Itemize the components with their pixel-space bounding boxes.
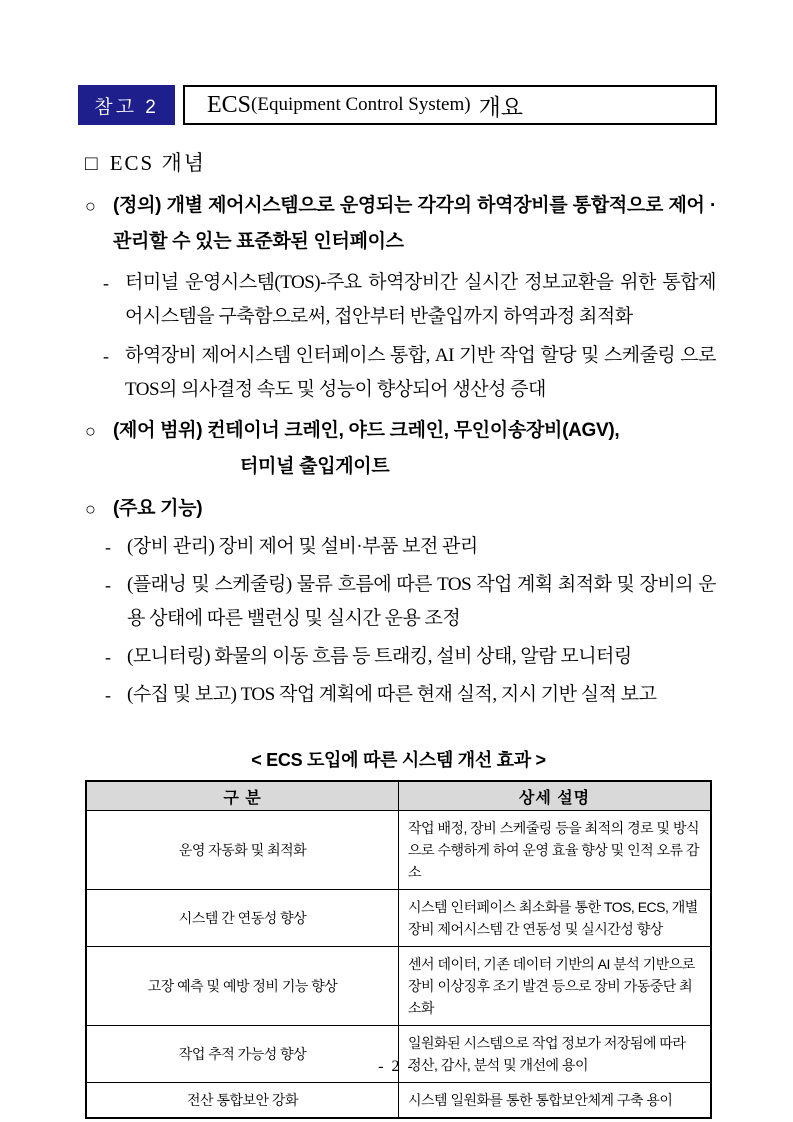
table-row	[86, 1083, 711, 1119]
row-category: 전산 통합보안 강화	[86, 1083, 399, 1119]
bullet-main-functions	[85, 491, 716, 527]
function-item-monitoring-text: (모니터링) 화물의 이동 흐름 등 트래킹, 설비 상태, 알람 모니터링	[127, 646, 632, 667]
title-box	[183, 85, 717, 125]
square-bullet-icon: □	[85, 151, 100, 175]
dash-bullet-icon: -	[105, 647, 111, 667]
dash-bullet-icon: -	[105, 575, 111, 595]
bullet-definition-sub-1-text: 터미널 운영시스템(TOS)-주요 하역장비간 실시간 정보교환을 위한 통합제어시스템을 구축함으로써, 접안부터 반출입까지 하역과정 최적화	[125, 272, 716, 327]
function-item-reporting-text: (수집 및 보고) TOS 작업 계획에 따른 현재 실적, 지시 기반 실적 보고	[127, 684, 657, 705]
title-paren: (Equipment Control System)	[251, 94, 471, 115]
function-item-equipment-text: (장비 관리) 장비 제어 및 설비·부품 보전 관리	[127, 536, 478, 557]
circle-bullet-icon: ○	[85, 196, 96, 216]
bullet-control-scope	[85, 413, 716, 485]
bullet-definition	[85, 188, 716, 260]
circle-bullet-icon: ○	[85, 499, 96, 519]
dash-bullet-icon: -	[103, 273, 109, 293]
row-category: 고장 예측 및 예방 정비 기능 향상	[86, 947, 399, 1026]
table-row	[86, 811, 711, 890]
column-header-description: 상세 설명	[399, 781, 712, 811]
function-item-reporting	[105, 678, 716, 712]
document-header	[78, 85, 717, 125]
row-category: 작업 추적 가능성 향상	[86, 1026, 399, 1083]
function-item-equipment	[105, 530, 716, 564]
title-main: ECS	[207, 91, 252, 118]
bullet-definition-sub-2-text: 하역장비 제어시스템 인터페이스 통합, AI 기반 작업 할당 및 스케줄링 으로 TOS의 의사결정 속도 및 성능이 향상되어 생산성 증대	[125, 345, 716, 400]
bullet-control-scope-text	[113, 413, 716, 485]
document-body	[85, 150, 716, 712]
table-row	[86, 947, 711, 1026]
row-description: 시스템 인터페이스 최소화를 통한 TOS, ECS, 개별 장비 제어시스템 간 연동성 및 실시간성 향상	[399, 890, 712, 947]
control-scope-line-1: (제어 범위) 컨테이너 크레인, 야드 크레인, 무인이송장비(AGV),	[113, 420, 620, 441]
table-row	[86, 890, 711, 947]
page-number: - 2 -	[378, 1058, 415, 1075]
reference-tag: 참고 2	[78, 85, 175, 125]
section-heading-ecs-concept	[85, 150, 716, 176]
bullet-definition-sub-1	[103, 266, 716, 334]
bullet-definition-text: (정의) 개별 제어시스템으로 운영되는 각각의 하역장비를 통합적으로 제어 · 관리할 수 있는 표준화된 인터페이스	[113, 195, 716, 252]
title-suffix: 개요	[478, 94, 523, 120]
table-title: < ECS 도입에 따른 시스템 개선 효과 >	[251, 750, 546, 770]
row-category: 운영 자동화 및 최적화	[86, 811, 399, 890]
dash-bullet-icon: -	[105, 537, 111, 557]
dash-bullet-icon: -	[103, 346, 109, 366]
table-header-row	[86, 781, 711, 811]
function-item-planning-text: (플래닝 및 스케줄링) 물류 흐름에 따른 TOS 작업 계획 최적화 및 장비의 운용 상태에 따른 밸런싱 및 실시간 운용 조정	[127, 574, 716, 629]
dash-bullet-icon: -	[105, 685, 111, 705]
table-head	[86, 781, 711, 811]
row-description: 시스템 일원화를 통한 통합보안체계 구축 용이	[399, 1083, 712, 1119]
row-category: 시스템 간 연동성 향상	[86, 890, 399, 947]
column-header-category: 구 분	[86, 781, 399, 811]
function-item-planning	[105, 568, 716, 636]
row-description: 작업 배정, 장비 스케줄링 등을 최적의 경로 및 방식으로 수행하게 하여 운영 효율 향상 및 인적 오류 감소	[399, 811, 712, 890]
circle-bullet-icon: ○	[85, 421, 96, 441]
row-description: 센서 데이터, 기존 데이터 기반의 AI 분석 기반으로 장비 이상징후 조기 발견 등으로 장비 가동중단 최소화	[399, 947, 712, 1026]
row-description: 일원화된 시스템으로 작업 정보가 저장됨에 따라 정산, 감사, 분석 및 개선에 용이	[399, 1026, 712, 1083]
section-heading-label: ECS 개념	[109, 151, 207, 175]
function-item-monitoring	[105, 640, 716, 674]
bullet-main-functions-title: (주요 기능)	[113, 498, 203, 519]
control-scope-line-2: 터미널 출입게이트	[240, 456, 390, 477]
bullet-definition-sub-2	[103, 339, 716, 407]
